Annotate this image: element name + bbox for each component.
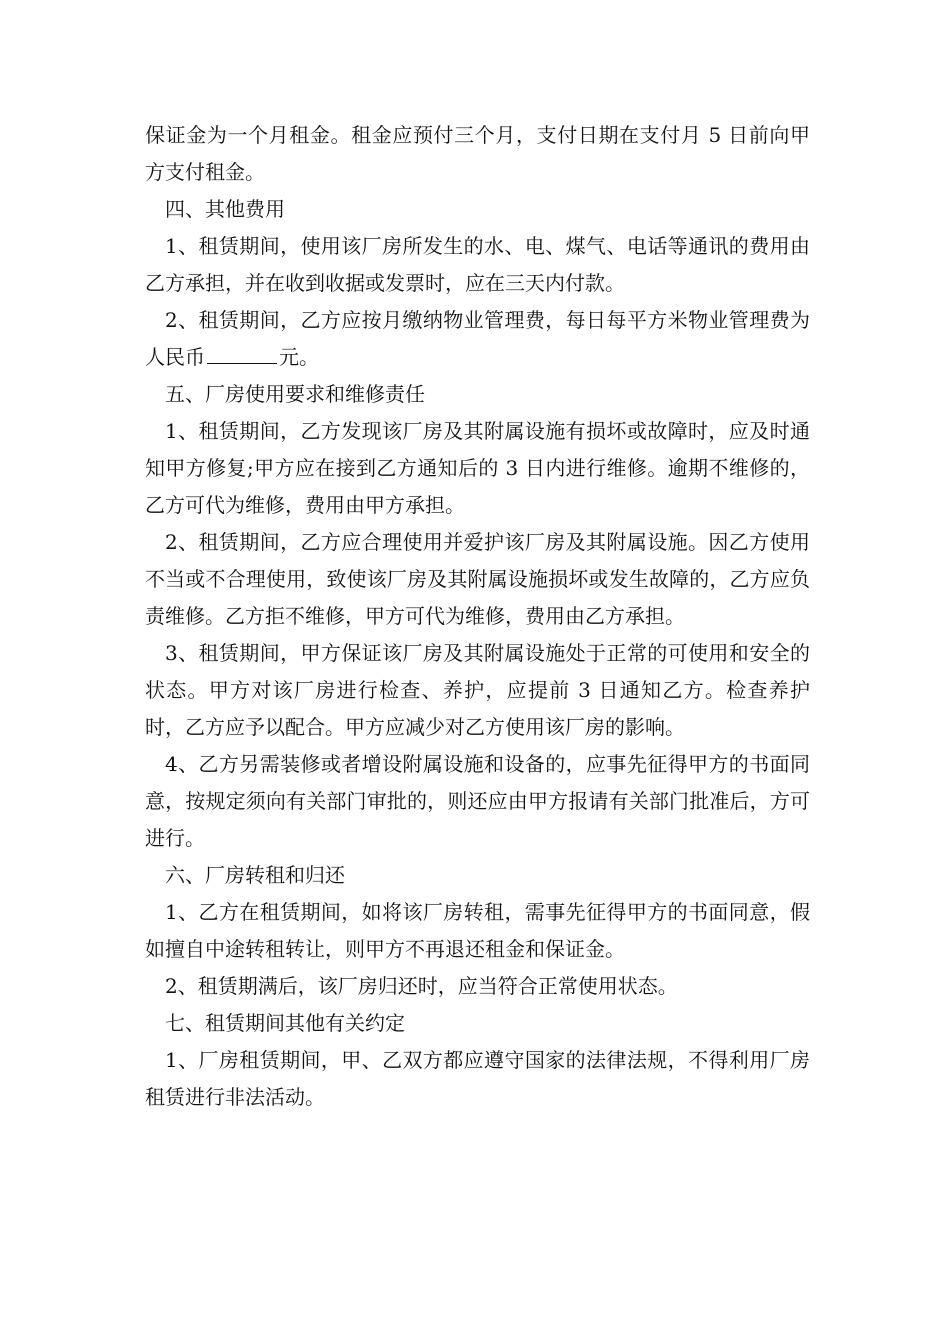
section-heading-other-terms: 七、租赁期间其他有关约定 [165,1011,405,1035]
property-fee-text-before: 2、租赁期间，乙方应按月缴纳物业管理费，每日每平方米物业管理费为人民币 [145,308,810,369]
paragraph-return: 2、租赁期满后，该厂房归还时，应当符合正常使用状态。 [165,974,678,998]
paragraph-renovation: 4、乙方另需装修或者增设附属设施和设备的，应事先征得甲方的书面同意，按规定须向有关部门审批的，则还应由甲方报请有关部门批准后，方可进行。 [145,752,810,850]
paragraph-utilities: 1、租赁期间，使用该厂房所发生的水、电、煤气、电话等通讯的费用由乙方承担，并在收到收据或发票时，应在三天内付款。 [145,234,810,295]
paragraph-safety: 3、租赁期间，甲方保证该厂房及其附属设施处于正常的可使用和安全的状态。甲方对该厂房进行检查、养护，应提前 3 日通知乙方。检查养护时，乙方应予以配合。甲方应减少对乙方使用该厂房的影响。 [145,641,810,739]
section-heading-use-and-repair: 五、厂房使用要求和维修责任 [165,382,425,406]
paragraph-proper-use: 2、租赁期间，乙方应合理使用并爱护该厂房及其附属设施。因乙方使用不当或不合理使用，致使该厂房及其附属设施损坏或发生故障的，乙方应负责维修。乙方拒不维修，甲方可代为维修，费用由乙方承担。 [145,530,810,628]
paragraph-sublease: 1、乙方在租赁期间，如将该厂房转租，需事先征得甲方的书面同意，假如擅自中途转租转让，则甲方不再退还租金和保证金。 [145,900,810,961]
paragraph-property-fee [145,302,810,376]
paragraph-deposit: 保证金为一个月租金。租金应预付三个月，支付日期在支付月 5 日前向甲方支付租金。 [145,123,810,184]
section-heading-other-fees: 四、其他费用 [165,197,285,221]
document-page [145,117,810,1116]
paragraph-repair-notice: 1、租赁期间，乙方发现该厂房及其附属设施有损坏或故障时，应及时通知甲方修复;甲方应在接到乙方通知后的 3 日内进行维修。逾期不维修的，乙方可代为维修，费用由甲方承担。 [145,419,810,517]
fill-in-blank [207,341,277,364]
paragraph-legal-compliance: 1、厂房租赁期间，甲、乙双方都应遵守国家的法律法规，不得利用厂房租赁进行非法活动。 [145,1048,810,1109]
property-fee-text-after: 元。 [279,345,319,369]
section-heading-sublease-return: 六、厂房转租和归还 [165,863,345,887]
